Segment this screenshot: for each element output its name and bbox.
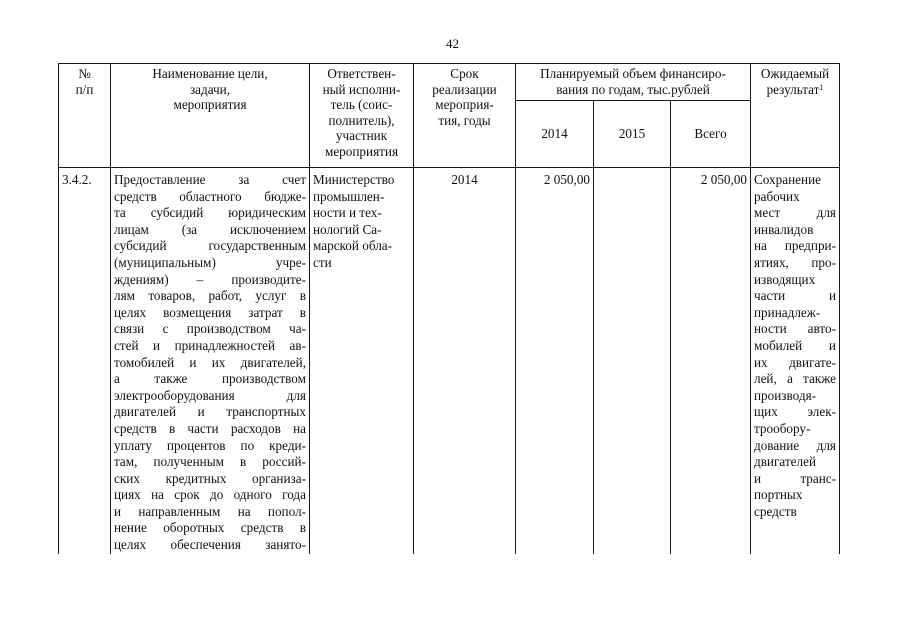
- name-line: Предоставление за счет: [114, 172, 306, 187]
- row-name: [111, 168, 310, 554]
- result-line: принадлеж-: [754, 304, 821, 320]
- result-line: мобилей и: [754, 337, 836, 353]
- name-line: там, полученным в россий-: [114, 454, 306, 470]
- row-result-text: [754, 172, 836, 520]
- result-line: трообору-: [754, 420, 811, 436]
- table-row: [59, 168, 840, 554]
- header-term: [414, 64, 516, 168]
- name-line: связи с производством ча-: [114, 321, 306, 337]
- name-line: двигателей и транспортных: [114, 404, 306, 420]
- row-name-text: [114, 172, 306, 554]
- result-line: рабочих: [754, 188, 800, 204]
- result-line: части и: [754, 288, 836, 304]
- name-line: нение оборотных средств в: [114, 520, 306, 536]
- result-line: Сохранение: [754, 172, 821, 187]
- result-line: и транс-: [754, 470, 836, 486]
- name-line: субсидий государственным: [114, 238, 306, 254]
- name-line: лицам (за исключением: [114, 221, 306, 237]
- result-line: производя-: [754, 387, 817, 403]
- name-line: целях возмещения затрат в: [114, 304, 306, 320]
- name-line: электрооборудования для: [114, 387, 306, 403]
- page-number: 42: [446, 36, 459, 51]
- header-responsible-label: Ответствен- ный исполни- тель (соис- полнитель), участник мероприятия: [322, 66, 401, 159]
- result-line: ности авто-: [754, 321, 836, 337]
- result-line: лей, а также: [754, 371, 836, 387]
- result-line: дование для: [754, 437, 836, 453]
- row-result: [751, 168, 840, 554]
- row-num: 3.4.2.: [59, 168, 111, 554]
- result-line: их двигате-: [754, 354, 836, 370]
- header-responsible: [310, 64, 414, 168]
- result-line: мест для: [754, 205, 836, 221]
- header-total: Всего: [671, 101, 751, 168]
- header-result-footnote: 1: [819, 82, 824, 92]
- header-result-label: Ожидаемый результат: [760, 66, 830, 97]
- header-name-label: Наименование цели, задачи, мероприятия: [152, 66, 268, 113]
- name-line: ских кредитных организа-: [114, 470, 306, 486]
- row-responsible-text: Министерство промышлен- ности и тех- нологий Са- марской обла- сти: [313, 172, 395, 270]
- header-name: [111, 64, 310, 168]
- header-num: [59, 64, 111, 168]
- header-num-label: № п/п: [75, 66, 94, 97]
- name-line: циях на срок до одного года: [114, 487, 306, 503]
- name-line: (муниципальным) учре-: [114, 254, 306, 270]
- name-line: а также производством: [114, 371, 306, 387]
- result-line: инвалидов: [754, 221, 814, 237]
- result-line: щих элек-: [754, 404, 836, 420]
- name-line: томобилей и их двигателей,: [114, 354, 306, 370]
- row-total: 2 050,00: [671, 168, 751, 554]
- result-line: ятиях, про-: [754, 254, 836, 270]
- name-line: целях обеспечения занято-: [114, 537, 306, 553]
- name-line: лям товаров, работ, услуг в: [114, 288, 306, 304]
- result-line: портных: [754, 487, 803, 503]
- result-line: изводящих: [754, 271, 816, 287]
- row-amount-2014: 2 050,00: [516, 168, 594, 554]
- header-year-2014: 2014: [516, 101, 594, 168]
- header-funding: [516, 64, 751, 101]
- header-term-label: Срок реализации мероприя- тия, годы: [432, 66, 497, 128]
- name-line: средств областного бюдже-: [114, 188, 306, 204]
- name-line: ждениям) – производите-: [114, 271, 306, 287]
- name-line: средств в части расходов на: [114, 420, 306, 436]
- header-funding-label: Планируемый объем финансиро- вания по годам, тыс.рублей: [540, 66, 726, 97]
- row-amount-2015: [594, 168, 671, 554]
- program-table: [58, 63, 840, 554]
- row-responsible: [310, 168, 414, 554]
- row-term: 2014: [414, 168, 516, 554]
- name-line: стей и принадлежностей ав-: [114, 337, 306, 353]
- result-line: на предпри-: [754, 238, 836, 254]
- header-year-2015: 2015: [594, 101, 671, 168]
- result-line: средств: [754, 503, 797, 519]
- name-line: та субсидий юридическим: [114, 205, 306, 221]
- header-result: [751, 64, 840, 168]
- name-line: и направленным на попол-: [114, 503, 306, 519]
- result-line: двигателей: [754, 454, 817, 470]
- name-line: уплату процентов по креди-: [114, 437, 306, 453]
